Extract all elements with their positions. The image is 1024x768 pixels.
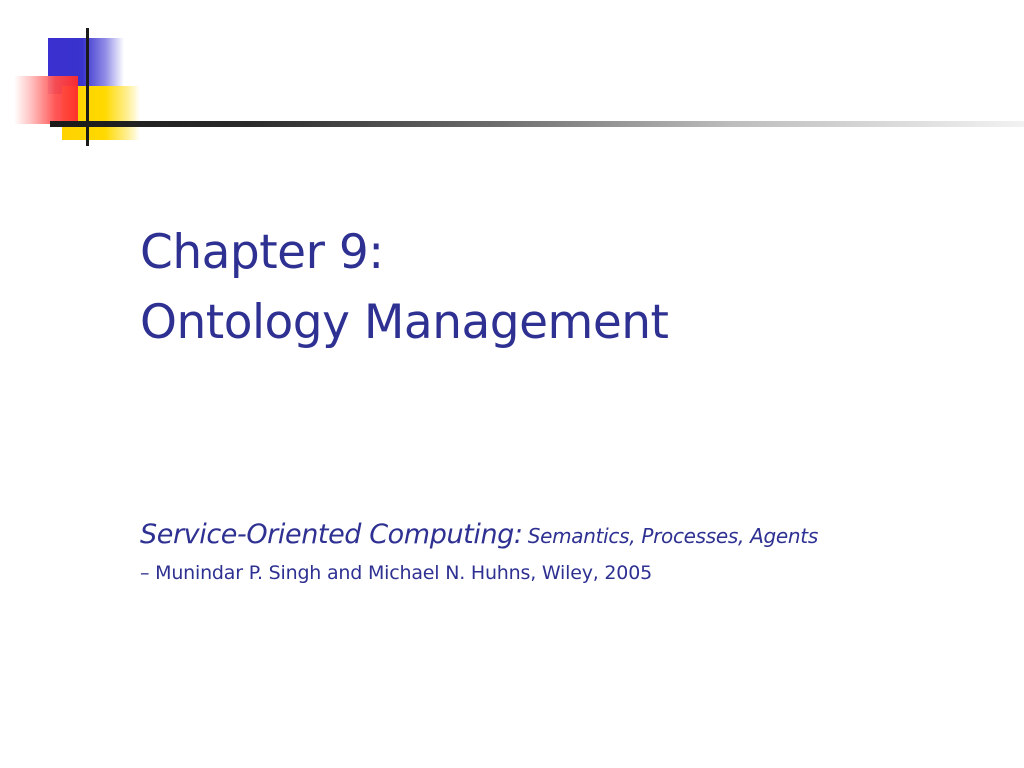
header-rule [50, 121, 1024, 127]
title-line-1: Chapter 9: [140, 225, 384, 280]
vertical-line [86, 28, 89, 146]
overlapping-squares-logo-icon [0, 0, 160, 160]
book-reference [140, 513, 1010, 560]
slide-subtitle [140, 513, 1010, 586]
authors-line: – Munindar P. Singh and Michael N. Huhns, Wiley, 2005 [140, 562, 652, 584]
title-line-2: Ontology Management [140, 295, 669, 350]
book-subtitle: Semantics, Processes, Agents [527, 524, 818, 548]
slide-title [140, 218, 1000, 358]
book-title: Service-Oriented Computing: [140, 519, 523, 550]
red-square-shape [14, 76, 78, 124]
